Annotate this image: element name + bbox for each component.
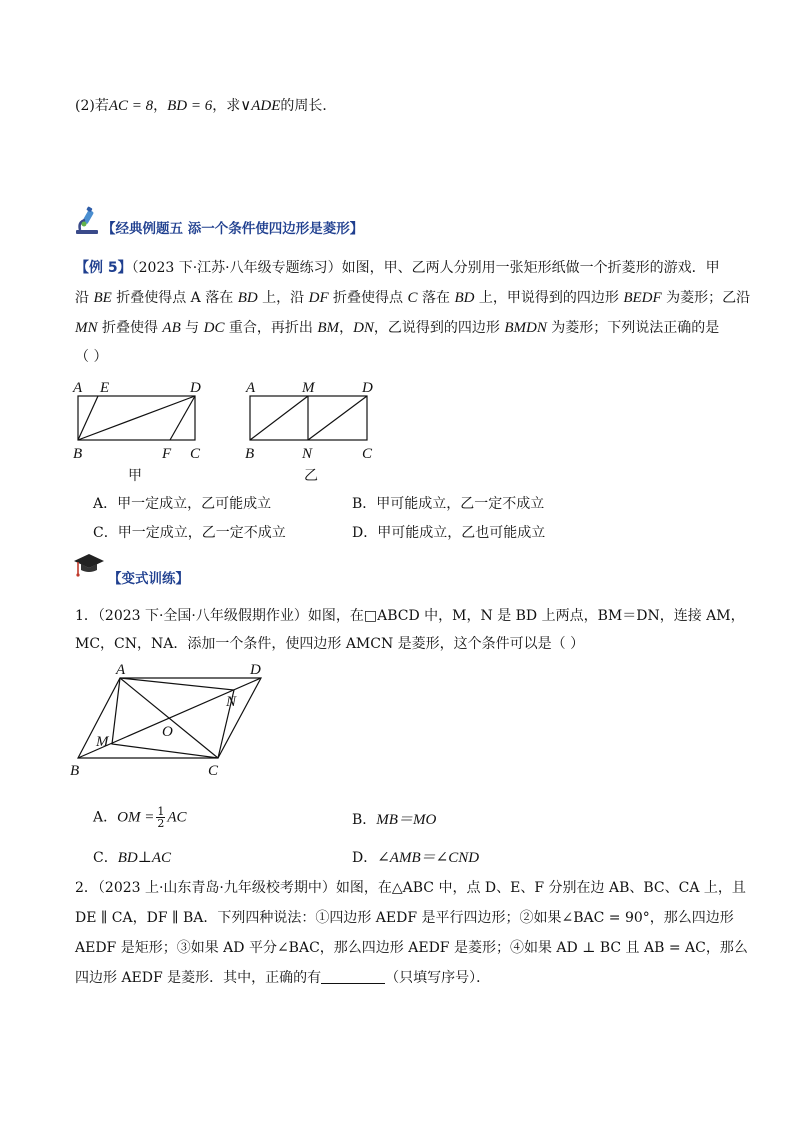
q2-line4-pre: 四边形 AEDF 是菱形．其中，正确的有	[75, 970, 322, 986]
example5-line4: （ ）	[75, 349, 108, 365]
label-c: C	[208, 763, 219, 779]
answer-blank[interactable]	[321, 969, 385, 984]
t: 为菱形；乙沿	[661, 290, 751, 306]
option-label: B．	[352, 496, 377, 512]
q2-line1: 2．（2023 上·山东青岛·九年级校考期中）如图，在△ABC 中，点 D、E、F 分别在边 AB、BC、CA 上，且	[75, 880, 746, 896]
q1-option-c[interactable]	[93, 848, 171, 868]
option-text: 甲一定成立，乙一定不成立	[117, 525, 286, 541]
label-b: B	[70, 763, 80, 779]
fraction-half	[156, 806, 165, 829]
label-d: D	[190, 380, 201, 396]
example5-option-c[interactable]	[93, 523, 286, 543]
option-label: A．	[93, 809, 118, 826]
seg-dc: DC	[203, 320, 225, 336]
label-c: C	[190, 446, 201, 462]
quad-bedf: BEDF	[623, 290, 662, 306]
option-text: 甲可能成立，乙也可能成立	[377, 525, 546, 541]
t: ，	[339, 320, 354, 336]
denominator: 2	[157, 817, 165, 830]
option-label: B．	[352, 812, 377, 828]
label-a: A	[116, 662, 126, 678]
option-label: D．	[352, 525, 378, 541]
cond-ac: AC = 8	[108, 98, 154, 114]
prev-part-label: (2)若	[75, 98, 109, 114]
label-m: M	[302, 380, 315, 396]
option-label: C．	[93, 525, 118, 541]
figure-parallelogram	[66, 658, 276, 780]
seg-bm: BM	[317, 320, 340, 336]
option-text: BD⊥AC	[117, 850, 171, 866]
t: 沿	[75, 290, 94, 306]
example5-option-a[interactable]	[93, 494, 271, 514]
example5-line3	[75, 318, 719, 338]
seg-bd: BD	[237, 290, 258, 306]
q2-line4-post: （只填写序号）．	[385, 970, 491, 986]
q1-line1: 1．（2023 下·全国·八年级假期作业）如图，在□ABCD 中，M，N 是 BD 上两点，BM＝DN，连接 AM，	[75, 608, 745, 624]
sep: ，	[153, 98, 168, 114]
option-text: 甲可能成立，乙一定不成立	[376, 496, 545, 512]
prev-question	[75, 96, 336, 116]
seg-be: BE	[93, 290, 112, 306]
label-f: F	[162, 446, 172, 462]
om-eq: OM =	[117, 809, 155, 826]
label-c: C	[362, 446, 373, 462]
label-o: O	[162, 724, 173, 740]
option-text: MB＝MO	[376, 812, 437, 828]
example5-line2	[75, 288, 750, 308]
q1-line2: MC，CN，NA．添加一个条件，使四边形 AMCN 是菱形，这个条件可以是（ ）	[75, 636, 585, 652]
label-b: B	[73, 446, 83, 462]
quad-bmdn: BMDN	[504, 320, 547, 336]
t: 上，沿	[257, 290, 309, 306]
point-c: C	[407, 290, 418, 306]
seg-ab: AB	[162, 320, 181, 336]
triangle-ade: ∨ADE	[240, 98, 281, 114]
label-e: E	[100, 380, 110, 396]
t: 为菱形；下列说法正确的是	[546, 320, 720, 336]
label-a: A	[246, 380, 256, 396]
t: 上，甲说得到的四边形	[474, 290, 624, 306]
label-n: N	[302, 446, 313, 462]
q2-line3: AEDF 是矩形；③如果 AD 平分∠BAC，那么四边形 AEDF 是菱形；④如果 AD ⊥ BC 且 AB = AC，那么	[75, 940, 748, 956]
example5-line1-text: （2023 下·江苏·八年级专题练习）如图，甲、乙两人分别用一张矩形纸做一个折菱形的游戏．甲	[131, 260, 720, 276]
option-text: ∠AMB＝∠CND	[377, 850, 480, 866]
figure-yi	[242, 372, 392, 482]
example5-line1	[75, 258, 720, 278]
figure-jia	[70, 372, 220, 482]
option-label: C．	[93, 850, 118, 866]
seg-df: DF	[308, 290, 329, 306]
ask-pre: ，求	[212, 98, 241, 114]
q1-option-b[interactable]	[352, 810, 436, 830]
ask-post: 的周长．	[280, 98, 337, 114]
example5-option-b[interactable]	[352, 494, 544, 514]
t: 重合，再折出	[224, 320, 318, 336]
graduation-cap-icon	[72, 552, 106, 578]
label-m: M	[96, 734, 109, 750]
q1-option-a[interactable]	[93, 806, 187, 829]
cond-bd: BD = 6	[167, 98, 213, 114]
q1-option-d[interactable]	[352, 848, 479, 868]
q2-line2: DE ∥ CA，DF ∥ BA．下列四种说法：①四边形 AEDF 是平行四边形；②如果∠BAC = 90°，那么四边形	[75, 910, 734, 926]
section5-heading: 【经典例题五 添一个条件使四边形是菱形】	[102, 221, 364, 237]
t: 折叠使得点	[328, 290, 408, 306]
seg-bd: BD	[454, 290, 475, 306]
label-a: A	[73, 380, 83, 396]
variant-heading: 【变式训练】	[108, 571, 189, 587]
t: 折叠使得点 A 落在	[111, 290, 238, 306]
caption-yi: 乙	[304, 468, 318, 482]
t: 与	[180, 320, 204, 336]
label-d: D	[250, 662, 261, 678]
t: ，乙说得到的四边形	[373, 320, 505, 336]
seg-dn: DN	[353, 320, 374, 336]
label-b: B	[245, 446, 255, 462]
t: 折叠使得	[97, 320, 163, 336]
microscope-icon	[72, 206, 102, 236]
caption-jia: 甲	[128, 468, 142, 482]
option-text: 甲一定成立，乙可能成立	[117, 496, 272, 512]
t: 落在	[417, 290, 455, 306]
numerator: 1	[157, 805, 165, 818]
seg-mn: MN	[75, 320, 98, 336]
option-label: D．	[352, 850, 378, 866]
ac: AC	[167, 809, 187, 826]
example5-option-d[interactable]	[352, 523, 545, 543]
option-label: A．	[93, 496, 118, 512]
q2-line4	[75, 968, 490, 988]
label-n: N	[226, 694, 237, 710]
example5-tag: 【例 5】	[75, 260, 132, 276]
label-d: D	[362, 380, 373, 396]
